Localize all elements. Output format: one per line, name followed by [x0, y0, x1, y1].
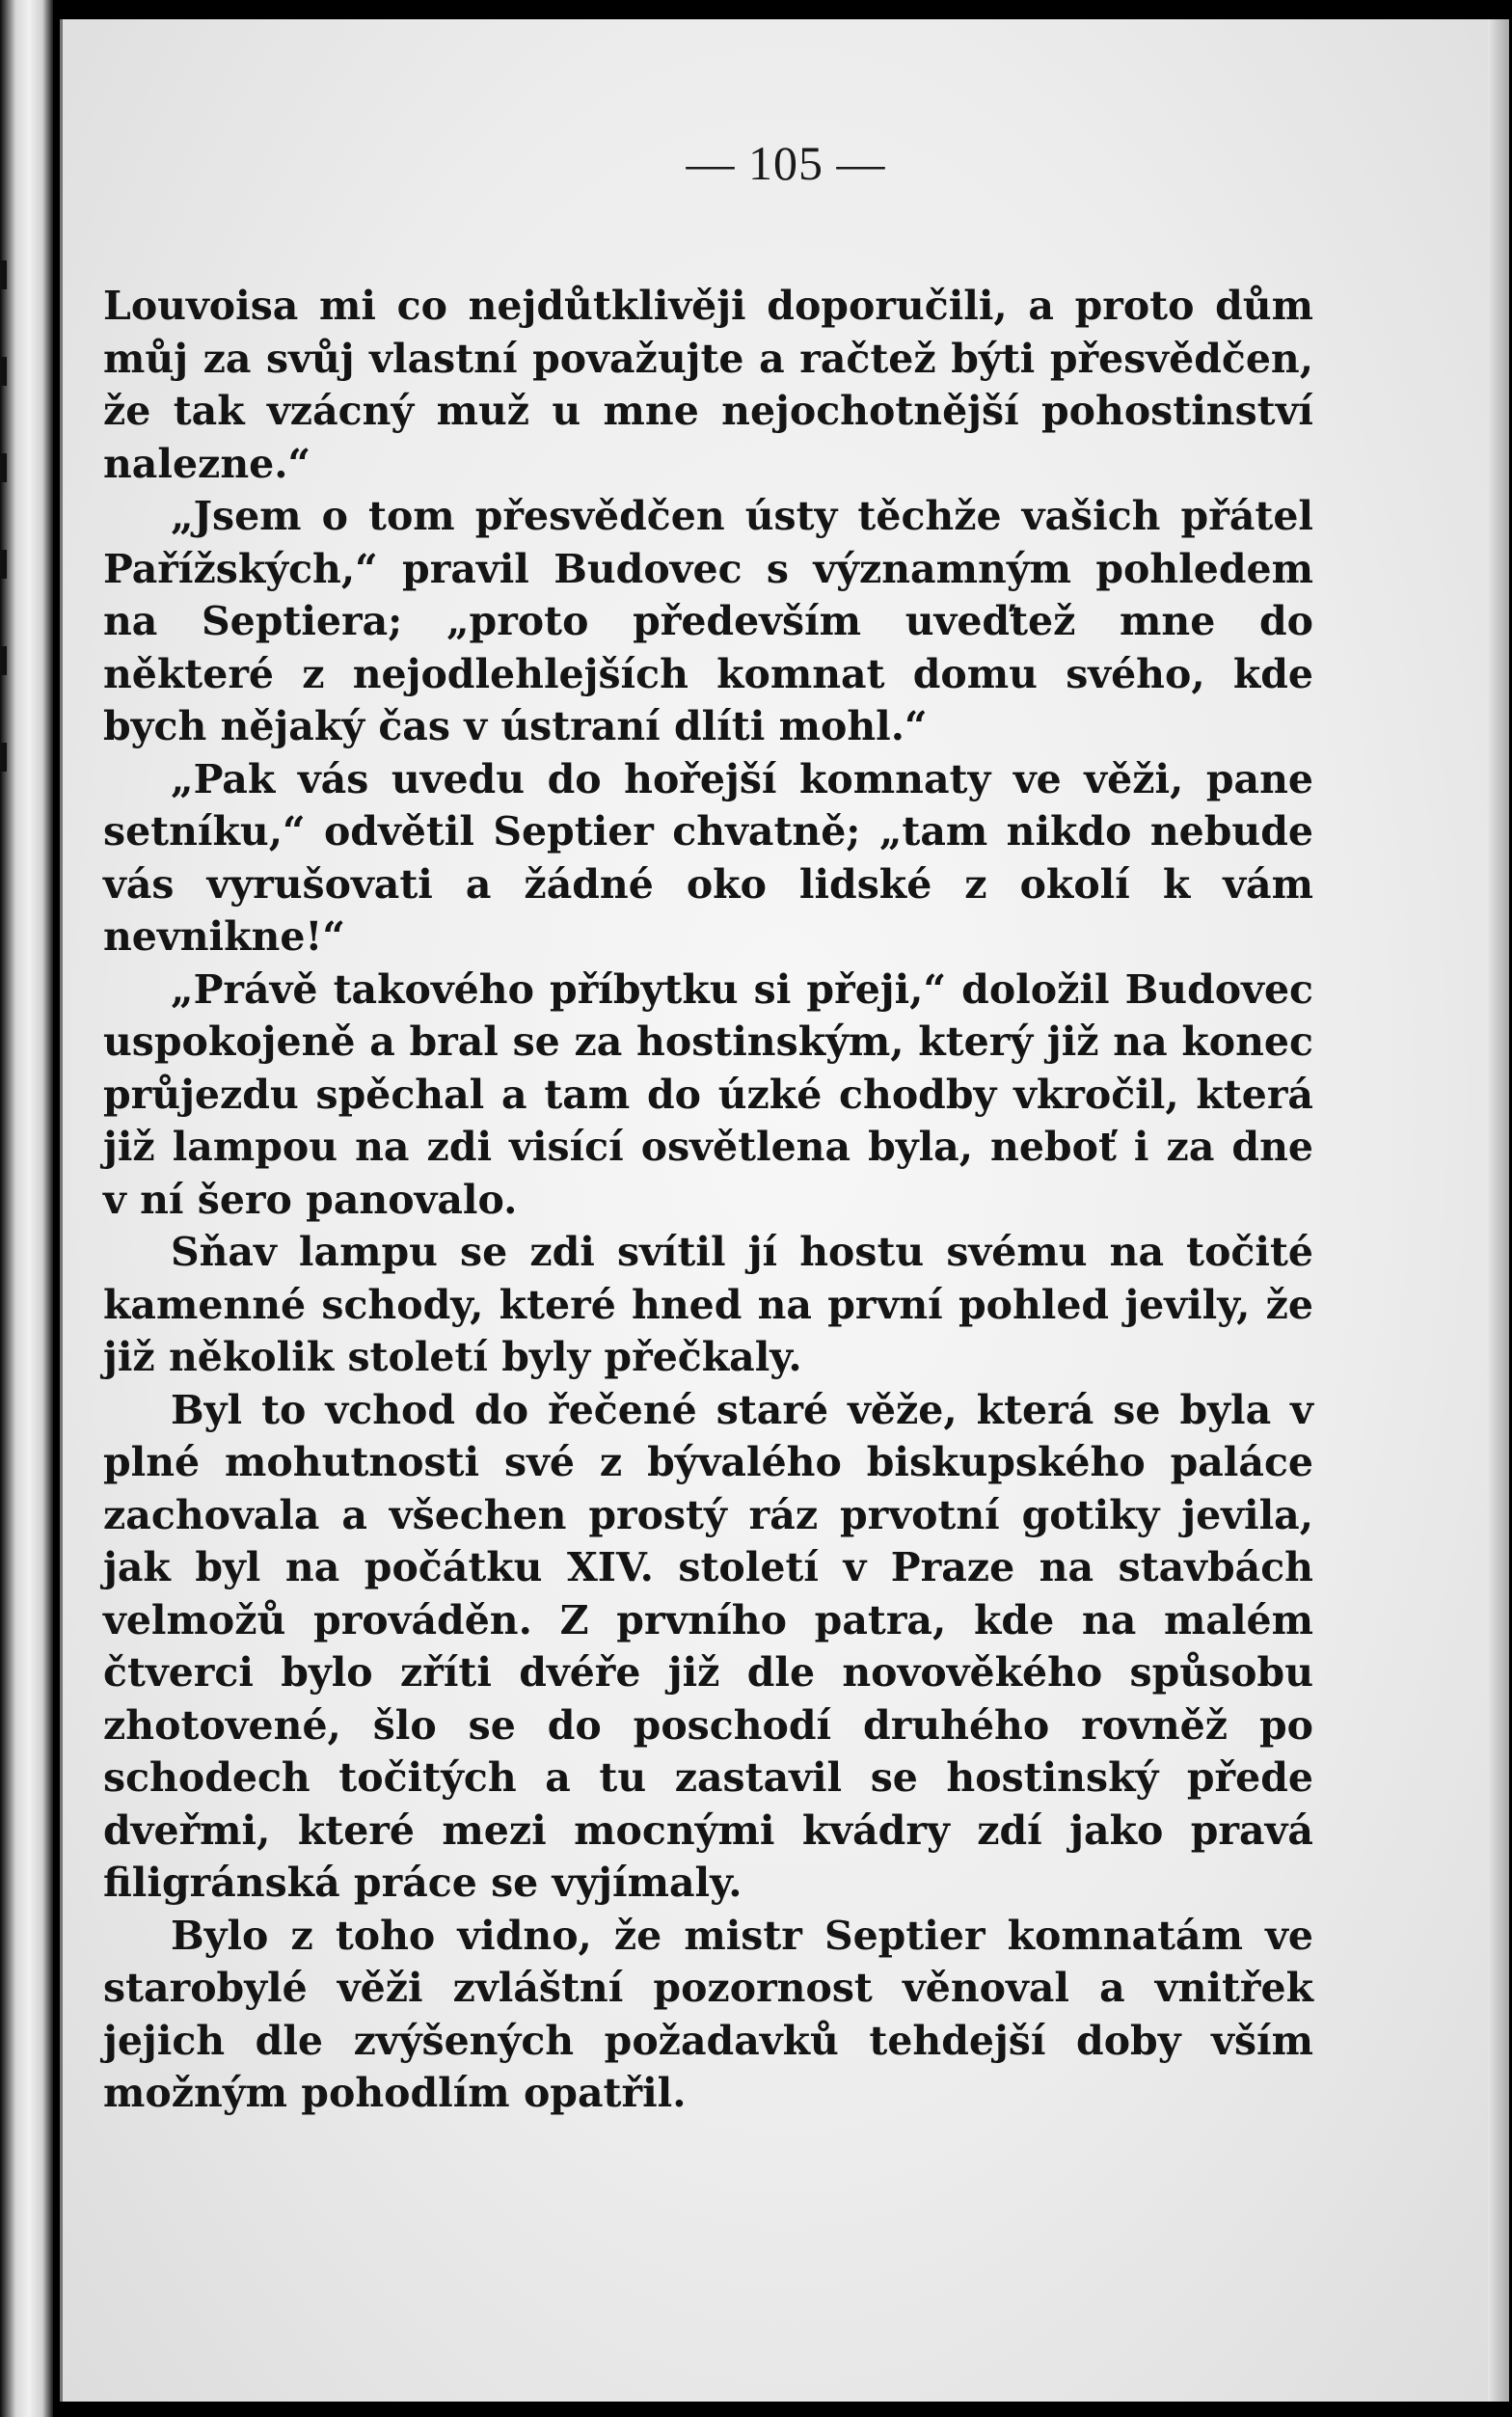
paragraph-1: Louvoisa mi co nejdůtklivěji doporučili, a proto dům můj za svůj vlastní považujte a račtež býti přesvědčen, že tak vzácný muž u mne nejochotnější pohostinství nalezne.“ [103, 283, 1313, 487]
book-page [60, 19, 1509, 2402]
paragraph-3: „Pak vás uvedu do hořejší komnaty ve věži, pane setníku,“ odvětil Septier chvatně; „tam nikdo nebude vás vyrušovati a žádné oko lidské z okolí k vám nevnikne!“ [103, 755, 1313, 960]
paragraph-4: „Právě takového příbytku si přeji,“ doložil Budovec uspokojeně a bral se za hostinským, který již na konec průjezdu spěchal a tam do úzké chodby vkročil, která již lampou na zdi visící osvětlena byla, neboť i za dne v ní šero panovalo. [103, 965, 1313, 1223]
paragraph-5: Sňav lampu se zdi svítil jí hostu svému na točité kamenné schody, které hned na první pohled jevily, že již několik století byly přečkaly. [103, 1229, 1313, 1380]
page-number: — 105 — [686, 136, 886, 190]
paragraph-7: Bylo z toho vidno, že mistr Septier komnatám ve starobylé věži zvláštní pozornost věnoval a vnitřek jejich dle zvýšených požadavků tehdejší doby vším možným pohodlím opatřil. [103, 1912, 1313, 2116]
paragraph-2: „Jsem o tom přesvědčen ústy těchže vašich přátel Pařížských,“ pravil Budovec s významným pohledem na Septiera; „proto především uveďtež mne do některé z nejodlehlejších komnat domu svého, kde bych nějaký čas v ústraní dlíti mohl.“ [103, 493, 1313, 749]
previous-page-edge [0, 0, 53, 2417]
bleed-through-marks [0, 260, 14, 762]
body-text [103, 280, 1313, 2120]
paragraph-6: Byl to vchod do řečené staré věže, která se byla v plné mohutnosti své z bývalého biskupského paláce zachovala a všechen prostý ráz prvotní gotiky jevila, jak byl na počátku XIV. století v Praze na stavbách velmožů prováděn. Z prvního patra, kde na malém čtverci bylo zříti dvéře již dle novověkého spůsobu zhotovené, šlo se do poschodí druhého rovněž po schodech točitých a tu zastavil se hostinský přede dveřmi, které mezi mocnými kvádry zdí jako pravá filigránská práce se vyjímaly. [103, 1386, 1313, 1906]
